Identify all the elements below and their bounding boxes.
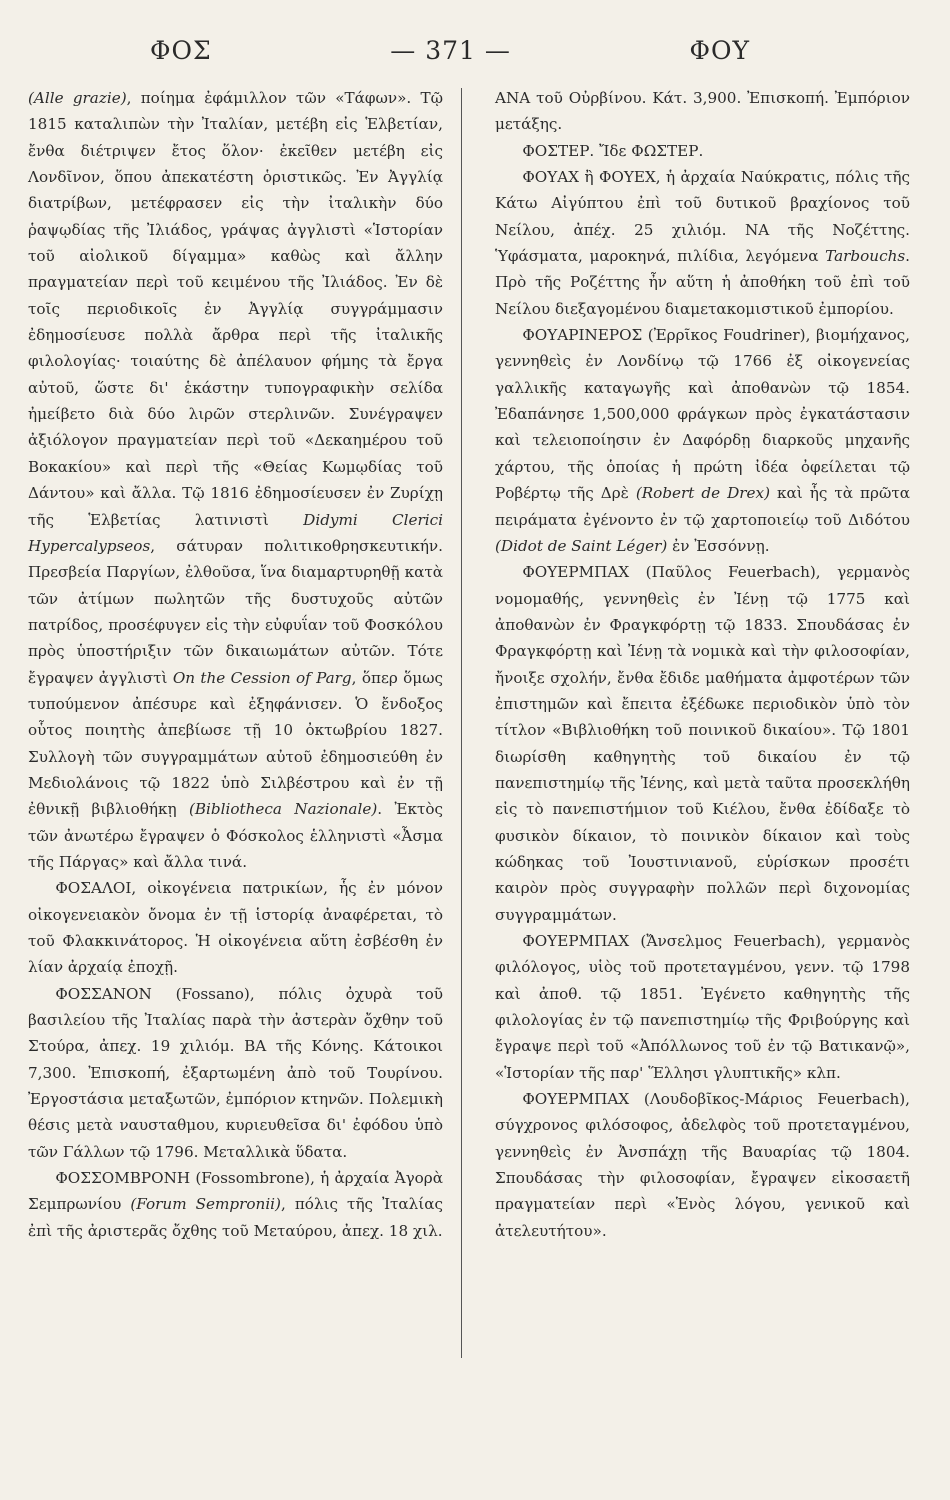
entry-text: . Ἐκτὸς τῶν ἀνωτέρω ἔγραψεν ὁ Φόσκολος ἑλληνιστὶ «Ἆσμα τῆς Πάργας» καὶ ἄλλα τινά. (28, 800, 443, 871)
entry-paragraph (495, 559, 910, 928)
entry-text: ΦΟΥΑΧ ἢ ΦΟΥΕΧ, ἡ ἀρχαία Ναύκρατις, πόλις τῆς Κάτω Αἰγύπτου ἐπὶ τοῦ δυτικοῦ βραχίονος τοῦ Νείλου, ἀπέχ. 25 χιλιόμ. ΝΑ τῆς Νοζέττης. Ὑφάσματα, μαροκηνά, πιλίδια, λεγόμενα (495, 168, 910, 266)
entry-paragraph (495, 322, 910, 559)
italic-text: (Didot de Saint Léger) (495, 536, 668, 555)
entry-paragraph (495, 138, 910, 164)
entry-text: ΑΝΑ τοῦ Οὐρβίνου. Κάτ. 3,900. Ἐπισκοπή. Ἐμπόριον μετάξης. (495, 89, 910, 134)
entry-text: ἐν Ἐσσόννῃ. (667, 536, 770, 555)
entry-text: ΦΟΣΑΛΟΙ, οἰκογένεια πατρικίων, ἧς ἐν μόνον οἰκογενειακὸν ὄνομα ἐν τῇ ἱστορίᾳ ἀναφέρεται, τὸ τοῦ Φλακκινάτορος. Ἡ οἰκογένεια αὕτη ἐσβέσθη ἐν λίαν ἀρχαίᾳ ἐποχῇ. (28, 879, 443, 977)
entry-text: , ὅπερ ὅμως τυπούμενον ἀπέσυρε καὶ ἐξηφάνισεν. Ὁ ἔνδοξος οὗτος ποιητὴς ἀπεβίωσε τῇ 10 ὀκτωβρίου 1827. Συλλογὴ τῶν συγγραμμάτων αὐτοῦ ἐδημοσιεύθη ἐν Μεδιολάνοις τῷ 1822 ὑπὸ Σιλβέστρου καὶ ἐν τῇ ἐθνικῇ βιβλιοθήκῃ (28, 668, 444, 819)
italic-text: Didymi Clerici Hypercalypseos (28, 510, 443, 555)
entry-paragraph (495, 1086, 910, 1244)
left-running-head: ΦΟΣ (150, 35, 212, 65)
entry-text: ΦΟΥΕΡΜΠΑΧ (Ἄνσελμος Feuerbach), γερμανὸς φιλόλογος, υἱὸς τοῦ προτεταγμένου, γενν. τῷ 1798 καὶ ἀποθ. τῷ 1851. Ἐγένετο καθηγητὴς τῆς φιλολογίας ἐν τῷ πανεπιστημίῳ τῆς Φριβούργης καὶ ἔγραψε περὶ τοῦ «Ἀπόλλωνος τοῦ ἐν τῷ Βατικανῷ», «Ἱστορίαν τῆς παρ' Ἕλλησι γλυπτικῆς» κλπ. (495, 932, 910, 1082)
italic-text: (Robert de Drex) (635, 484, 771, 503)
entry-text: ΦΟΥΕΡΜΠΑΧ (Λουδοβῖκος-Μάριος Feuerbach), σύγχρονος φιλόσοφος, ἀδελφὸς τοῦ προτεταγμένου, γεννηθεὶς ἐν Ἀνσπάχῃ τῆς Βαυαρίας τῷ 1804. Σπουδάσας τὴν φιλοσοφίαν, ἔγραψεν εἰκοσαετῆ πραγματείαν περὶ «Ἑνὸς λόγου, γενικοῦ καὶ ἀτελευτήτου». (495, 1090, 910, 1240)
entry-paragraph (28, 85, 443, 875)
italic-text: (Alle grazie) (28, 89, 127, 107)
entry-text: , πόλις τῆς Ἰταλίας ἐπὶ τῆς ἀριστερᾶς ὄχθης τοῦ Μεταύρου, ἀπεχ. 18 χιλ. (28, 1195, 444, 1240)
italic-text: (Bibliotheca Nazionale) (188, 800, 378, 819)
left-column (28, 85, 443, 1244)
entry-text: ΦΟΥΕΡΜΠΑΧ (Παῦλος Feuerbach), γερμανὸς νομομαθής, γεννηθεὶς ἐν Ἰένῃ τῷ 1775 καὶ ἀποθανὼν ἐν Φραγκφόρτῃ τῷ 1833. Σπουδάσας ἐν Φραγκφόρτῃ καὶ Ἰένῃ τὰ νομικὰ καὶ τὴν φιλοσοφίαν, ἤνοιξε σχολήν, ἔνθα ἔδιδε μαθήματα ἀμφοτέρων τῶν ἐπιστημῶν καὶ ἔπειτα ἐξέδωκε περιοδικὸν ὑπὸ τὸν τίτλον «Βιβλιοθήκη τοῦ ποινικοῦ δικαίου». Τῷ 1801 διωρίσθη καθηγητὴς τοῦ δικαίου ἐν τῷ πανεπιστημίῳ τῆς Ἰένης, καὶ μετὰ ταῦτα προσεκλήθη εἰς τὸ πανεπιστήμιον τοῦ Κιέλου, ἔνθα ἐδίδαξε τὸ φυσικὸν δίκαιον, τὸ ποινικὸν δίκαιον καὶ τοὺς κώδηκας τοῦ Ἰουστινιανοῦ, εὑρίσκων προσέτι καιρὸν πρὸς συγγραφὴν πολλῶν περὶ διχονομίας συγγραμμάτων. (495, 563, 910, 924)
entry-text: καὶ ἧς τὰ πρῶτα πειράματα ἐγένοντο ἐν τῷ χαρτοποιείῳ τοῦ Διδότου (495, 484, 911, 529)
entry-text: , ποίημα ἐφάμιλλον τῶν «Τάφων». Τῷ 1815 καταλιπὼν τὴν Ἰταλίαν, μετέβη εἰς Ἑλβετίαν, ἔνθα διέτριψεν ἔτος ὅλον· ἐκεῖθεν μετέβη εἰς Λονδῖνον, ὅπου ἀπεκατέστη ὁριστικῶς. Ἐν Ἀγγλίᾳ διατρίβων, μετέφρασεν εἰς τὴν ἰταλικὴν δύο ῥαψῳδίας τῆς Ἰλιάδος, γράψας ἀγγλιστὶ «Ἱστορίαν τοῦ αἰολικοῦ δίγαμμα» καθὼς καὶ ἄλλην πραγματείαν περὶ τοῦ κειμένου τῆς Ἰλιάδος. Ἐν δὲ τοῖς περιοδικοῖς ἐν Ἀγγλίᾳ συγγράμμασιν ἐδημοσίευσε πολλὰ ἄρθρα περὶ τῆς ἰταλικῆς φιλολογίας· τοιαύτης δὲ ἀπέλαυον φήμης τὰ ἔργα αὐτοῦ, ὥστε δι' ἑκάστην τυπογραφικὴν σελίδα ἠμείβετο διὰ δύο λιρῶν στερλινῶν. Συνέγραψεν ἀξιόλογον πραγματείαν περὶ τοῦ «Δεκαημέρου τοῦ Βοκακίου» καὶ περὶ τῆς «Θείας Κωμῳδίας τοῦ Δάντου» καὶ ἄλλα. Τῷ 1816 ἐδημοσίευσεν ἐν Ζυρίχῃ τῆς Ἑλβετίας λατινιστὶ (28, 89, 443, 529)
italic-text: On the Cession of Parg (172, 668, 352, 687)
page-number: — 371 — (390, 35, 511, 65)
entry-paragraph (28, 875, 443, 980)
entry-text: , σάτυραν πολιτικοθρησκευτικήν. Πρεσβεία Παργίων, ἐλθοῦσα, ἵνα διαμαρτυρηθῇ κατὰ τῶν ἀτίμων πωλητῶν τῆς δυστυχοῦς αὐτῶν πατρίδος, προσέφυγεν εἰς τὴν εὐφυΐαν τοῦ Φοσκόλου πρὸς ὑποστήριξιν τῶν δικαιωμάτων αὐτῶν. Τότε ἔγραψεν ἀγγλιστὶ (28, 536, 443, 687)
entry-text: ΦΟΣΣΟΜΒΡΟΝΗ (Fossombrone), ἡ ἀρχαία Ἀγορὰ Σεμπρωνίου (28, 1169, 443, 1214)
entry-paragraph (495, 85, 910, 138)
italic-text: Tarbouchs (825, 247, 906, 266)
entry-text: . Πρὸ τῆς Ροζέττης ἦν αὕτη ἡ ἀποθήκη τοῦ ἐπὶ τοῦ Νείλου διεξαγομένου διαμετακομιστικοῦ ἐμπορίου. (495, 247, 910, 318)
page-header (150, 30, 750, 70)
entry-text: ΦΟΣΤΕΡ. Ἴδε ΦΩΣΤΕΡ. (522, 141, 704, 160)
italic-text: (Forum Sempronii) (130, 1195, 281, 1214)
right-running-head: ΦΟΥ (689, 35, 750, 65)
entry-text: ΦΟΥΑΡΙΝΕΡΟΣ (Ἐρρῖκος Foudriner), βιομήχανος, γεννηθεὶς ἐν Λονδίνῳ τῷ 1766 ἐξ οἰκογενείας γαλλικῆς καταγωγῆς καὶ ἀποθανὼν τῷ 1854. Ἐδαπάνησε 1,500,000 φράγκων πρὸς ἐγκατάστασιν καὶ τελειοποίησιν ἐν Δαφόρδῃ διαρκοῦς μηχανῆς χάρτου, τῆς ὁποίας ἡ πρώτη ἰδέα ὀφείλεται τῷ Ροβέρτῳ τῆς Δρὲ (495, 326, 910, 503)
entry-text: ΦΟΣΣΑΝΟΝ (Fossano), πόλις ὀχυρὰ τοῦ βασιλείου τῆς Ἰταλίας παρὰ τὴν ἀστερὰν ὄχθην τοῦ Στούρα, ἀπεχ. 19 χιλιόμ. ΒΑ τῆς Κόνης. Κάτοικοι 7,300. Ἐπισκοπή, ἐξαρτωμένη ἀπὸ τοῦ Τουρίνου. Ἐργοστάσια μεταξωτῶν, ἐμπόριον κτηνῶν. Πολεμικὴ θέσις μετὰ ναυσταθμου, κυριευθεῖσα δι' ἐφόδου ὑπὸ τῶν Γάλλων τῷ 1796. Μεταλλικὰ ὕδατα. (28, 984, 443, 1161)
entry-paragraph (28, 981, 443, 1165)
entry-paragraph (495, 164, 910, 322)
entry-paragraph (28, 1165, 443, 1244)
entry-paragraph (495, 928, 910, 1086)
column-divider (461, 88, 462, 1358)
right-column (495, 85, 910, 1244)
